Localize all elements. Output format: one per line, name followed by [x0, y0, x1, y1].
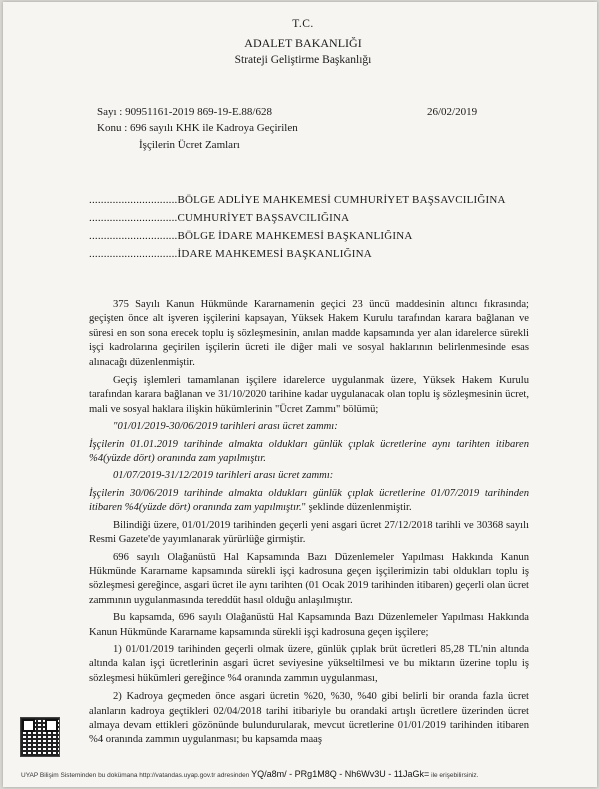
- verification-code: YQ/a8m/ - PRg1M8Q - Nh6Wv3U - 11JaGk=: [251, 769, 430, 779]
- header-department: Strateji Geliştirme Başkanlığı: [234, 54, 372, 66]
- addressee-3: ..............................BÖLGE İDARE MAHKEMESİ BAŞKANLIĞINA: [89, 230, 413, 242]
- addressee-2: ..............................CUMHURİYET BAŞSAVCILIĞINA: [89, 212, 350, 224]
- quote-heading-2: 01/07/2019-31/12/2019 tarihleri arası ücret zammı:: [113, 470, 334, 482]
- addressee-4: ..............................İDARE MAHKEMESİ BAŞKANLIĞINA: [89, 248, 372, 260]
- paragraph-3: Bilindiği üzere, 01/01/2019 tarihinden geçerli yeni asgari ücret 27/12/2018 tarihli ve 30368 sayılı Resmi Gazete'de yayımlanarak yürürlüğe girmiştir.: [89, 519, 529, 546]
- paragraph-1: 375 Sayılı Kanun Hükmünde Kararnamenin geçici 23 üncü maddesinin altıncı fıkrasında; geçişten önce alt işveren işçilerini kapsayan, Yüksek Hakem Kurulu tarafından karara bağlanan ve süresi en son sona erecek toplu iş sözleşmesinin, anılan madde kapsamında yer alan idarelerce sürekli işçi kadrolarına geçirilen işçilerin ücreti ile diğer mali ve sosyal haklarının belirlenmesinde esas alınacağı düzenlenmiştir.: [89, 299, 529, 368]
- paragraph-2: Geçiş işlemleri tamamlanan işçilere idarelerce uygulanmak üzere, Yüksek Hakem Kurulu tarafından karara bağlanan ve 31/10/2020 tarihine kadar uygulanacak olan toplu iş sözleşmesinin ücret, mali ve sosyal haklara ilişkin hükümlerinin "Ücret Zammı" bölümü;: [89, 375, 529, 415]
- document-body: [89, 298, 529, 751]
- quote-body-2-text: İşçilerin 30/06/2019 tarihinde almakta oldukları günlük çıplak ücretlerine 01/07/2019 tarihinden itibaren %4(yüzde dört) oranında zam yapılmıştır.: [89, 487, 529, 514]
- footer-verification: [21, 769, 581, 779]
- header-ministry: ADALET BAKANLIĞI: [244, 36, 362, 50]
- paragraph-7: 2) Kadroya geçmeden önce asgari ücretin %20, %30, %40 gibi belirli bir oranda fazla ücret alanların kadroya geçtikleri 02/04/2018 tarihi itibariyle bu orandaki artışlı ücretlere üzerinden ücret almaya devam ettikleri gözönünde bulundurularak, mevcut ücretlerine 01/01/2019 tarihinden itibaren %4 oranında zammın uygulanması; bu kapsamda maaş: [89, 691, 529, 746]
- document-number: Sayı : 90951161-2019 869-19-E.88/628: [97, 106, 272, 118]
- header-tc: T.C.: [292, 18, 314, 30]
- subject-line-1: Konu : 696 sayılı KHK ile Kadroya Geçirilen: [97, 122, 298, 134]
- document-date: 26/02/2019: [427, 106, 478, 118]
- quote-heading-1: "01/01/2019-30/06/2019 tarihleri arası ücret zammı:: [113, 421, 338, 433]
- quote-body-2-tail: " şeklinde düzenlenmiştir.: [301, 502, 412, 514]
- document-page: [3, 2, 597, 787]
- subject-line-2: İşçilerin Ücret Zamları: [139, 139, 240, 151]
- quote-body-1: İşçilerin 01.01.2019 tarihinde almakta oldukları günlük çıplak ücretlerine aynı tarihten itibaren %4(yüzde dört) oranında zam yapılmıştır.: [89, 438, 529, 465]
- paragraph-6: 1) 01/01/2019 tarihinden geçerli olmak üzere, günlük çıplak brüt ücretleri 85,28 TL'nin altında altında kalan işçi ücretlerinin asgari ücret seviyesine yükseltilmesi ve bu miktarın üzerine toplu iş sözleşmesi hükümleri gereğince %4 oranında zammın uygulanması,: [89, 643, 529, 684]
- paragraph-5: Bu kapsamda, 696 sayılı Olağanüstü Hal Kapsamında Bazı Düzenlemeler Yapılması Hakkında Kanun Hükmünde Kararname kapsamında sürekli işçi kadrosuna geçen işçilere;: [89, 612, 529, 638]
- addressee-1: ..............................BÖLGE ADLİYE MAHKEMESİ CUMHURİYET BAŞSAVCILIĞINA: [89, 194, 506, 206]
- footer-text: UYAP Bilişim Sisteminden bu dokümana http://vatandas.uyap.gov.tr adresinden: [21, 772, 250, 779]
- quote-body-2: [89, 487, 529, 516]
- paragraph-4: 696 sayılı Olağanüstü Hal Kapsamında Bazı Düzenlemeler Yapılması Hakkında Kanun Hükmünde Kararname kapsamında sürekli işçi kadrosuna geçen işçilerimizin tabi oldukları toplu iş sözleşmesi gereğince, asgari ücret ile aynı tarihten (01 Ocak 2019 tarihinden itibaren) geçerli olan ücret zammının uygulanmasında tereddüt hasıl olduğu anlaşılmıştır.: [89, 551, 529, 606]
- qr-code-icon: [21, 718, 59, 756]
- footer-tail: ile erişebilirsiniz.: [431, 772, 479, 779]
